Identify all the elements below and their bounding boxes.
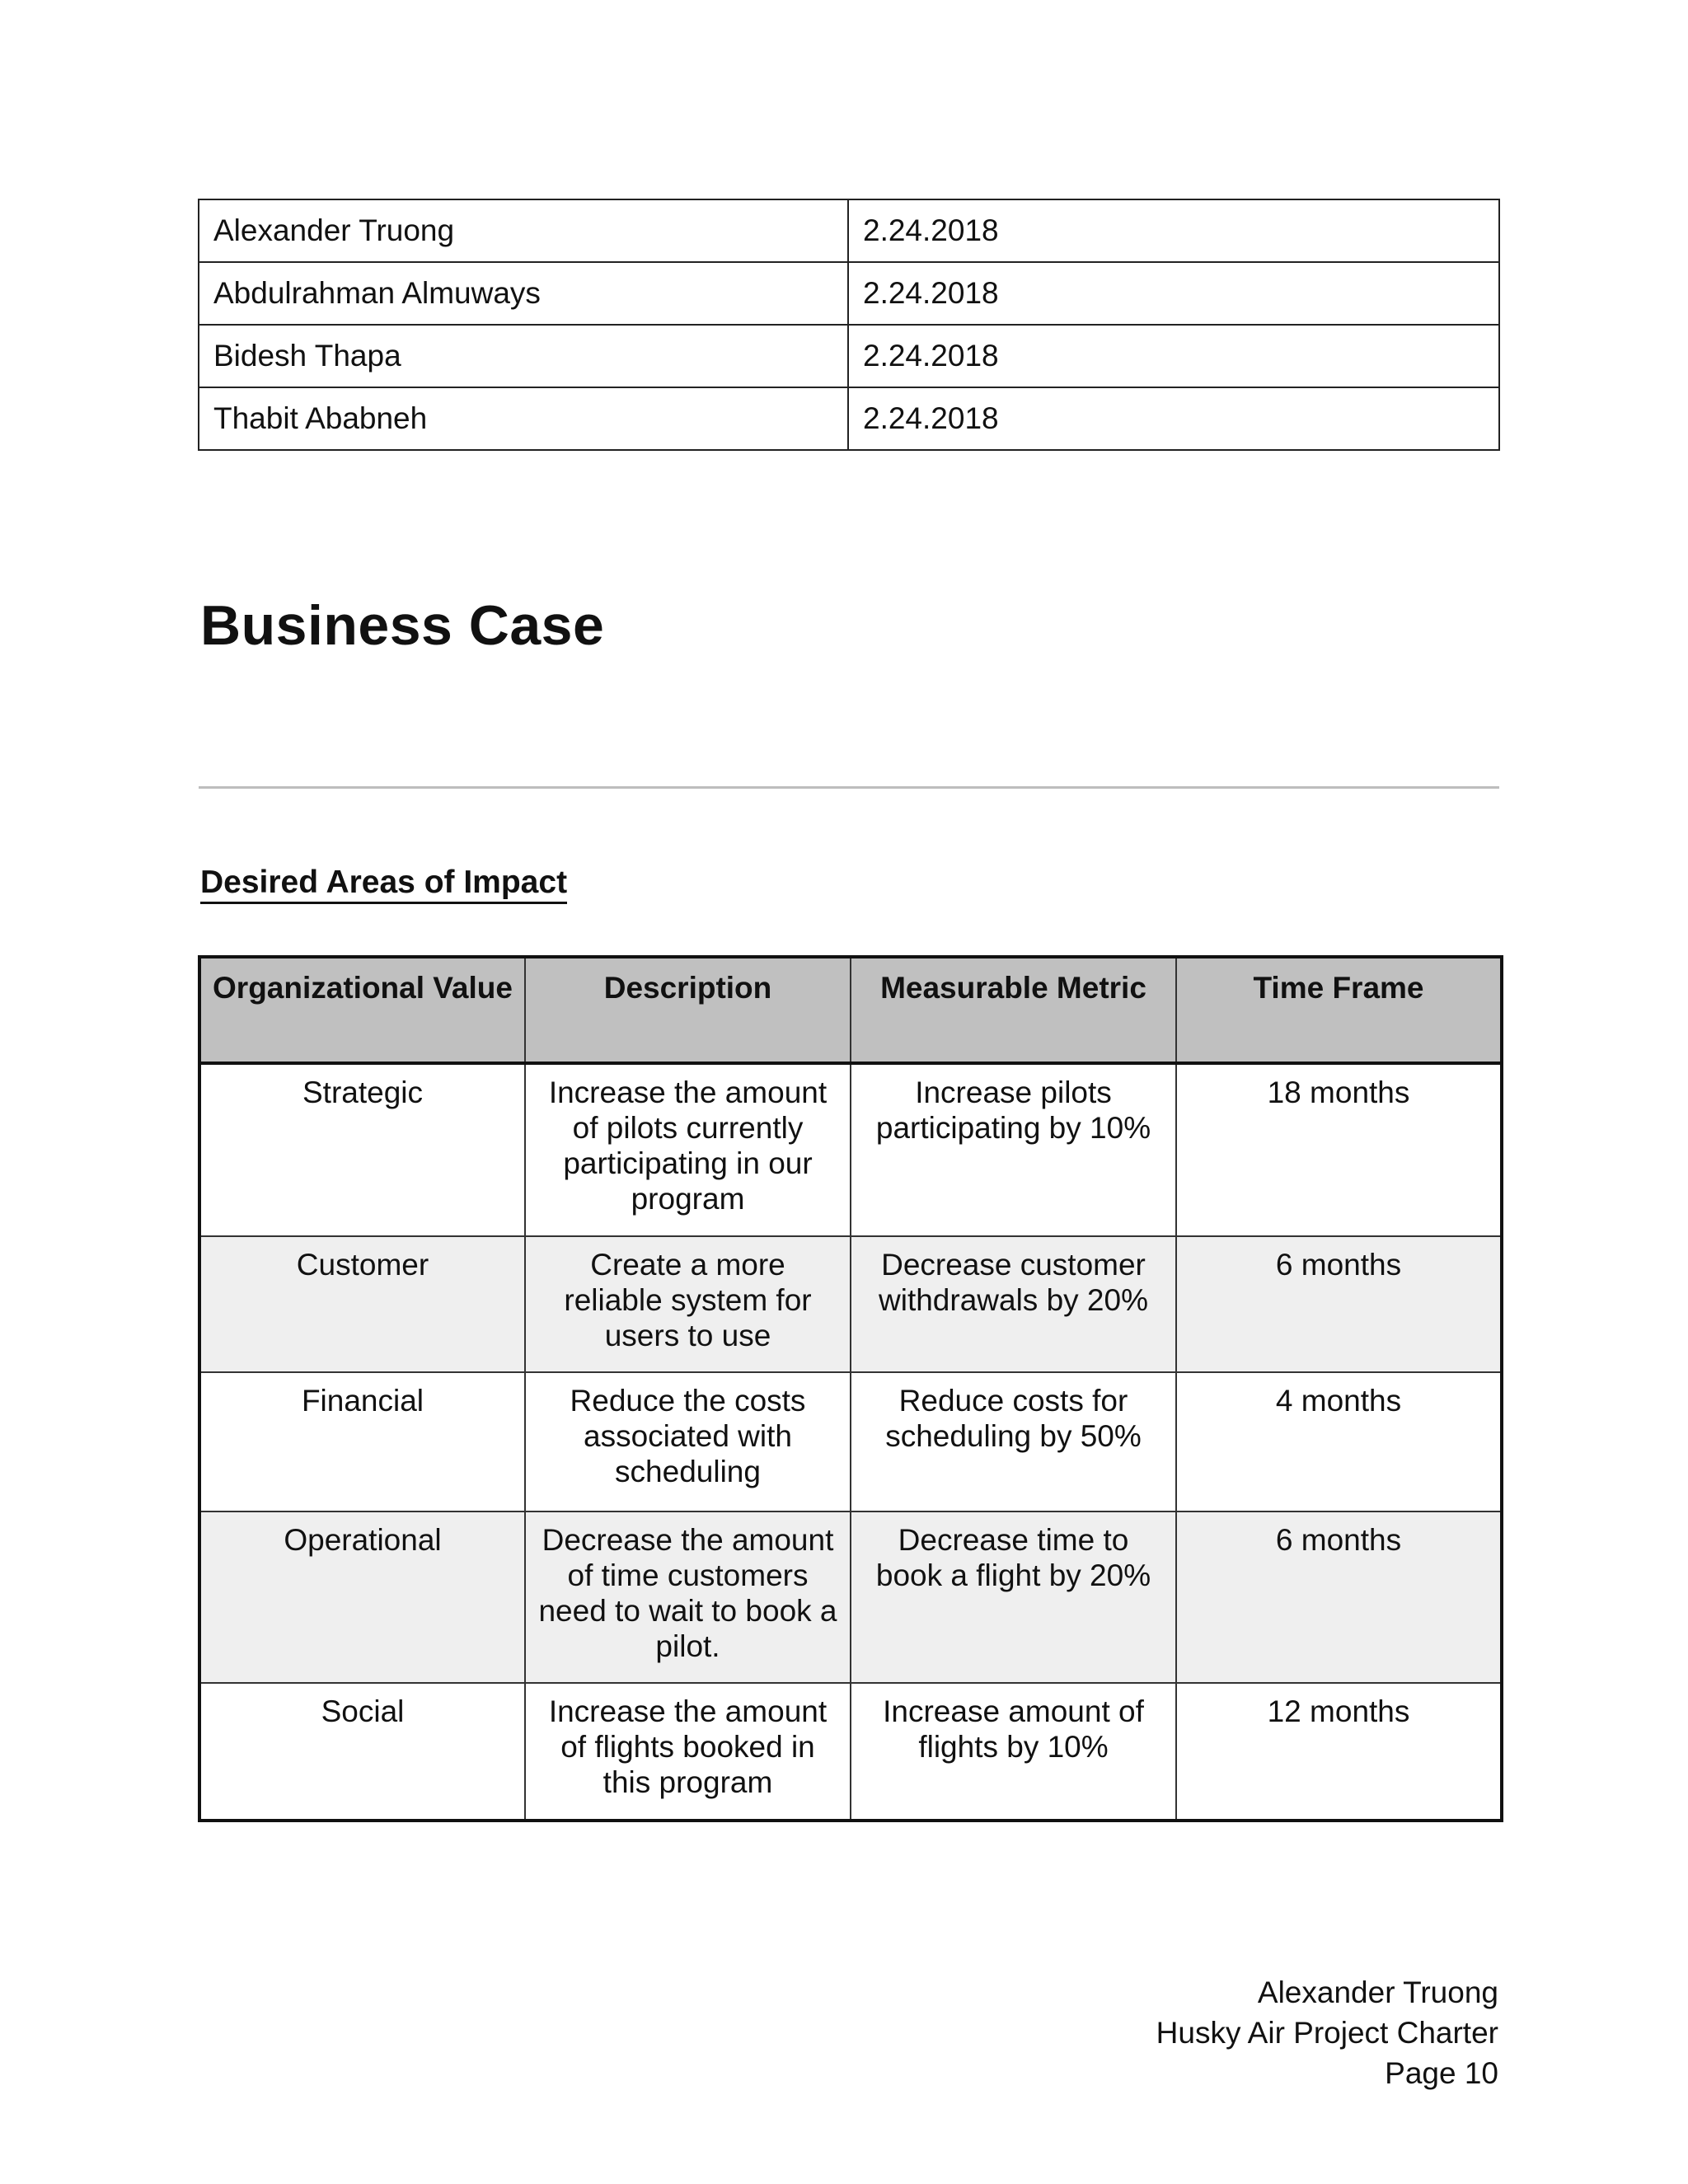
sign-date: 2.24.2018 xyxy=(848,262,1499,325)
cell-organizational-value xyxy=(199,1063,525,1236)
cell-measurable-metric xyxy=(851,1063,1176,1236)
cell-text: Social xyxy=(321,1694,405,1728)
cell-time-frame xyxy=(1176,1063,1502,1236)
footer-author: Alexander Truong xyxy=(1257,1975,1498,2009)
table-row xyxy=(199,325,1499,387)
cell-text: Financial xyxy=(301,1384,424,1418)
cell-text: Reduce costs for scheduling by 50% xyxy=(885,1384,1142,1453)
cell-text: Increase amount of flights by 10% xyxy=(883,1694,1144,1764)
subsection-heading: Desired Areas of Impact xyxy=(200,865,567,904)
cell-description xyxy=(525,1511,851,1683)
column-header-time-frame: Time Frame xyxy=(1176,957,1502,1063)
table-row xyxy=(199,199,1499,262)
table-row xyxy=(199,1511,1502,1683)
cell-organizational-value xyxy=(199,1683,525,1821)
cell-text: Increase the amount of flights booked in this program xyxy=(548,1694,828,1799)
table-row xyxy=(199,387,1499,450)
signer-name: Thabit Ababneh xyxy=(199,387,848,450)
cell-description xyxy=(525,1063,851,1236)
cell-text: Strategic xyxy=(302,1076,423,1109)
cell-text: Customer xyxy=(296,1248,429,1282)
sign-date: 2.24.2018 xyxy=(848,199,1499,262)
cell-description xyxy=(525,1236,851,1372)
cell-measurable-metric xyxy=(851,1236,1176,1372)
sign-date: 2.24.2018 xyxy=(848,387,1499,450)
column-header-measurable-metric: Measurable Metric xyxy=(851,957,1176,1063)
cell-text: Reduce the costs associated with scheduling xyxy=(570,1384,806,1488)
cell-time-frame xyxy=(1176,1683,1502,1821)
table-row xyxy=(199,1063,1502,1236)
cell-text: Decrease customer withdrawals by 20% xyxy=(879,1248,1148,1317)
cell-description xyxy=(525,1683,851,1821)
cell-text: Operational xyxy=(284,1523,442,1557)
cell-organizational-value xyxy=(199,1372,525,1511)
cell-text: Increase pilots participating by 10% xyxy=(875,1076,1151,1145)
section-title: Business Case xyxy=(200,594,605,657)
table-row xyxy=(199,1372,1502,1511)
signoff-table xyxy=(198,199,1500,451)
section-divider xyxy=(199,786,1499,789)
cell-text: 18 months xyxy=(1267,1076,1410,1109)
signer-name: Bidesh Thapa xyxy=(199,325,848,387)
column-header-organizational-value: Organizational Value xyxy=(199,957,525,1063)
cell-measurable-metric xyxy=(851,1683,1176,1821)
table-header-row xyxy=(199,957,1502,1063)
cell-text: 4 months xyxy=(1275,1384,1402,1418)
cell-text: 12 months xyxy=(1267,1694,1410,1728)
table-row xyxy=(199,262,1499,325)
page-footer xyxy=(1156,1972,1498,2093)
cell-time-frame xyxy=(1176,1511,1502,1683)
signer-name: Alexander Truong xyxy=(199,199,848,262)
impact-table xyxy=(198,955,1503,1822)
cell-measurable-metric xyxy=(851,1511,1176,1683)
cell-organizational-value xyxy=(199,1236,525,1372)
cell-text: Create a more reliable system for users to use xyxy=(564,1248,812,1352)
table-row xyxy=(199,1683,1502,1821)
cell-time-frame xyxy=(1176,1372,1502,1511)
footer-document-title: Husky Air Project Charter xyxy=(1156,2016,1498,2050)
cell-description xyxy=(525,1372,851,1511)
cell-text: 6 months xyxy=(1275,1248,1402,1282)
cell-text: Increase the amount of pilots currently participating in our program xyxy=(548,1076,828,1216)
footer-page-number: Page 10 xyxy=(1385,2056,1498,2090)
cell-time-frame xyxy=(1176,1236,1502,1372)
signer-name: Abdulrahman Almuways xyxy=(199,262,848,325)
cell-organizational-value xyxy=(199,1511,525,1683)
cell-text: Decrease time to book a flight by 20% xyxy=(875,1523,1151,1592)
sign-date: 2.24.2018 xyxy=(848,325,1499,387)
column-header-description: Description xyxy=(525,957,851,1063)
cell-measurable-metric xyxy=(851,1372,1176,1511)
table-row xyxy=(199,1236,1502,1372)
cell-text: Decrease the amount of time customers need to wait to book a pilot. xyxy=(538,1523,837,1663)
cell-text: 6 months xyxy=(1275,1523,1402,1557)
